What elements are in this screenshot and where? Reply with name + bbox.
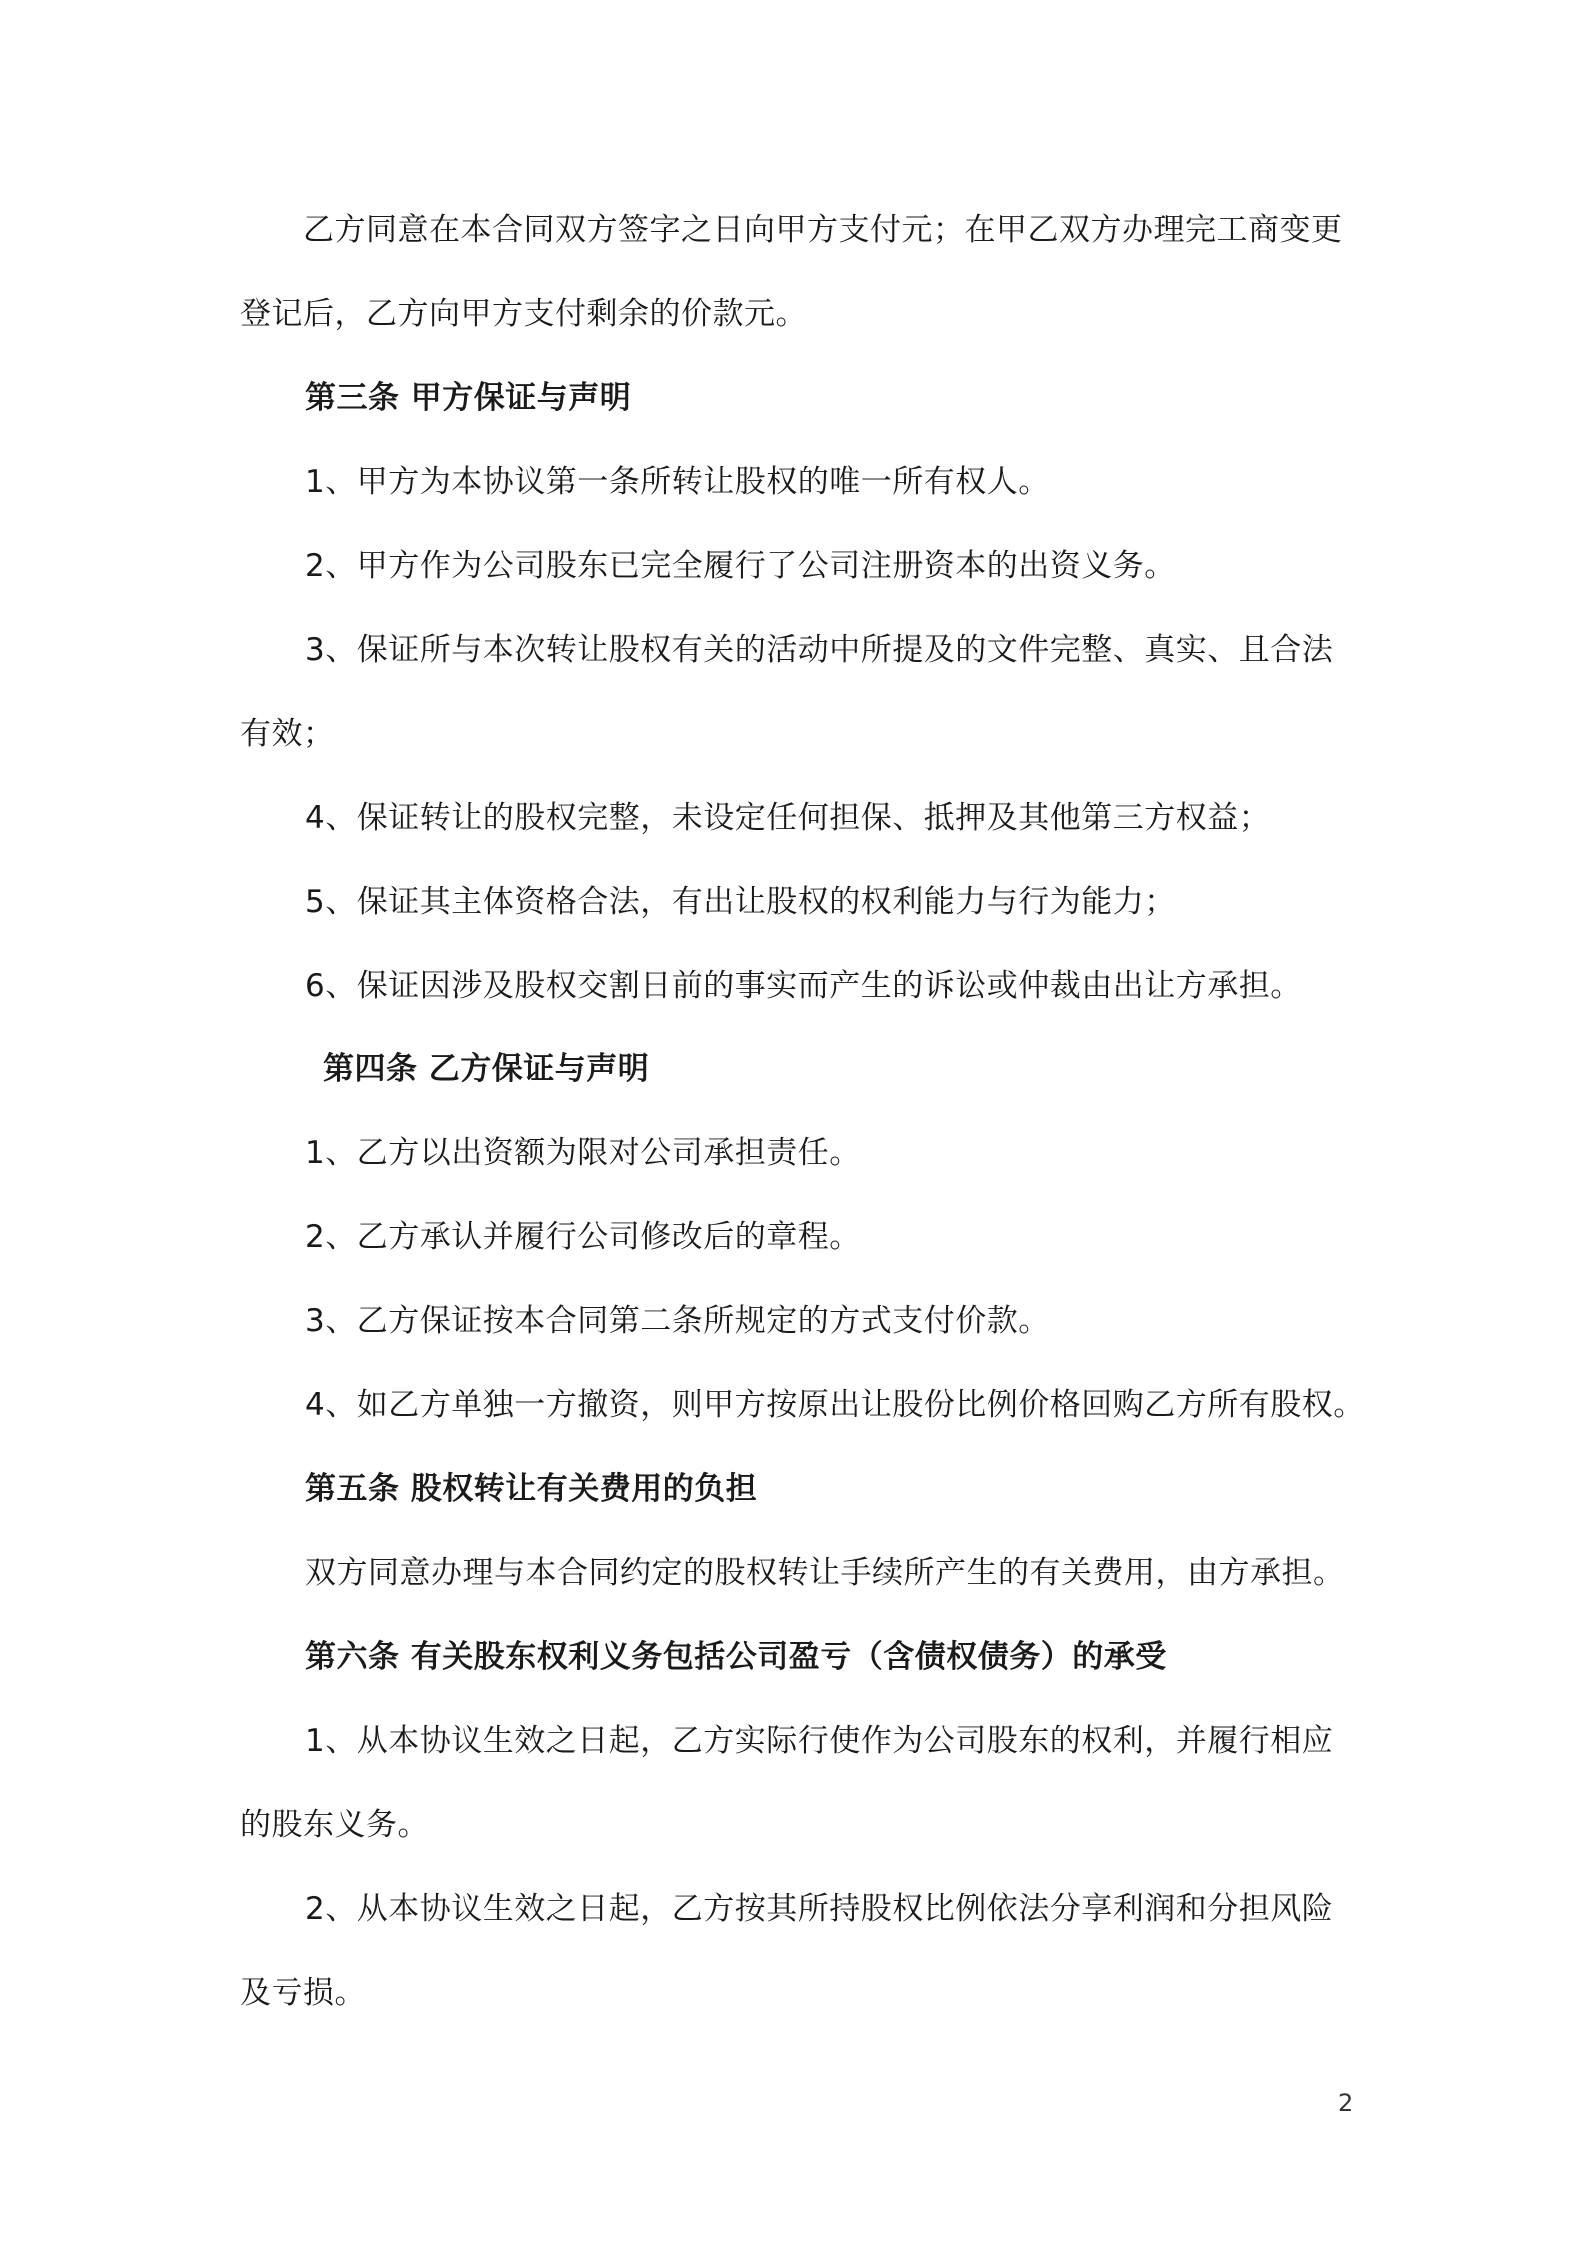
list-item-continuation: 有效； — [240, 716, 335, 752]
page-number: 2 — [1338, 2089, 1354, 2117]
paragraph-line: 登记后，乙方向甲方支付剩余的价款元。 — [240, 296, 807, 332]
list-item: 1、甲方为本协议第一条所转让股权的唯一所有权人。 — [305, 464, 1050, 500]
article-heading: 第六条 有关股东权利义务包括公司盈亏（含债权债务）的承受 — [305, 1639, 1167, 1675]
list-item: 6、保证因涉及股权交割日前的事实而产生的诉讼或仲裁由出让方承担。 — [305, 968, 1302, 1004]
list-item-continuation: 及亏损。 — [240, 1975, 366, 2011]
list-item: 3、保证所与本次转让股权有关的活动中所提及的文件完整、真实、且合法 — [305, 632, 1334, 668]
list-item: 2、甲方作为公司股东已完全履行了公司注册资本的出资义务。 — [305, 548, 1176, 584]
list-item: 4、保证转让的股权完整，未设定任何担保、抵押及其他第三方权益； — [305, 800, 1271, 836]
article-heading: 第五条 股权转让有关费用的负担 — [305, 1471, 758, 1507]
paragraph-line: 双方同意办理与本合同约定的股权转让手续所产生的有关费用，由方承担。 — [305, 1555, 1345, 1591]
list-item: 5、保证其主体资格合法，有出让股权的权利能力与行为能力； — [305, 884, 1176, 920]
article-heading: 第四条 乙方保证与声明 — [323, 1051, 650, 1087]
list-item: 1、乙方以出资额为限对公司承担责任。 — [305, 1135, 861, 1171]
list-item-continuation: 的股东义务。 — [240, 1807, 429, 1843]
paragraph-line: 乙方同意在本合同双方签字之日向甲方支付元；在甲乙双方办理完工商变更 — [303, 212, 1343, 248]
list-item: 2、乙方承认并履行公司修改后的章程。 — [305, 1219, 861, 1255]
article-heading: 第三条 甲方保证与声明 — [305, 380, 632, 416]
list-item: 1、从本协议生效之日起，乙方实际行使作为公司股东的权利，并履行相应 — [305, 1723, 1334, 1759]
list-item: 2、从本协议生效之日起，乙方按其所持股权比例依法分享利润和分担风险 — [305, 1891, 1334, 1927]
list-item: 4、如乙方单独一方撤资，则甲方按原出让股份比例价格回购乙方所有股权。 — [305, 1387, 1365, 1423]
list-item: 3、乙方保证按本合同第二条所规定的方式支付价款。 — [305, 1303, 1050, 1339]
